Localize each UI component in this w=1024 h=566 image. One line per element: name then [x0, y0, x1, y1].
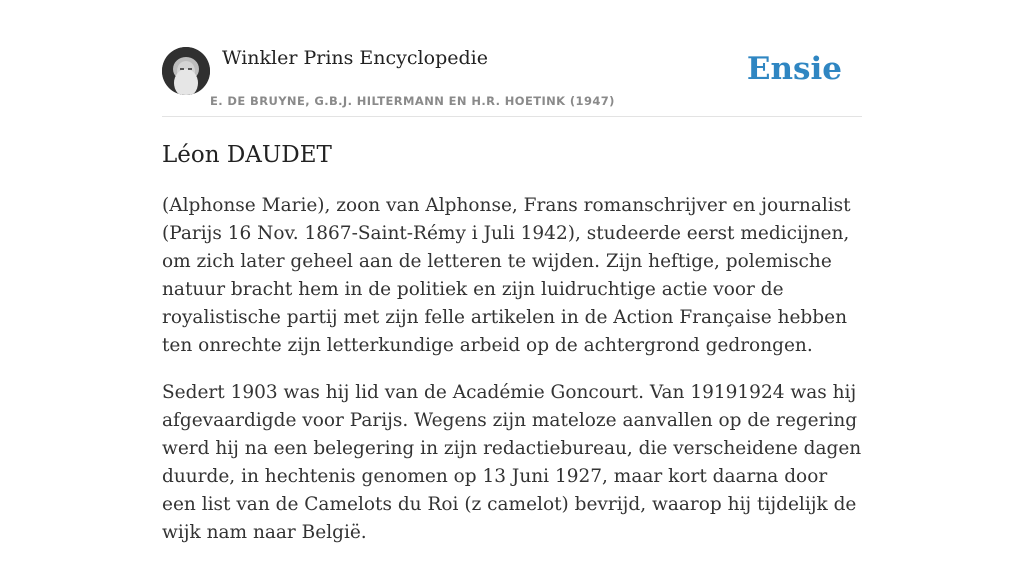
- article-body: [162, 192, 862, 566]
- author-portrait[interactable]: [162, 47, 210, 95]
- article-paragraph: Sedert 1903 was hij lid van de Académie Goncourt. Van 19191924 was hij afgevaardigde voor Parijs. Wegens zijn mateloze aanvallen op de regering werd hij na een belegering in zijn redactiebureau, die verscheidene dagen duurde, in hechtenis genomen op 13 Juni 1927, maar kort daarna door een list van de Camelots du Roi (z camelot) bevrijd, waarop hij tijdelijk de wijk nam naar België.: [162, 382, 862, 543]
- article-paragraph: (Alphonse Marie), zoon van Alphonse, Frans romanschrijver en journalist (Parijs 16 Nov. 1867-Saint-Rémy i Juli 1942), studeerde eerst medicijnen, om zich later geheel aan de letteren te wijden. Zijn heftige, polemische natuur bracht hem in de politiek en zijn luidruchtige actie voor de royalistische partij met zijn felle artikelen in de Action Française hebben ten onrechte zijn letterkundige arbeid op de achtergrond gedrongen.: [162, 195, 851, 356]
- article-title: Léon DAUDET: [162, 142, 332, 168]
- site-title[interactable]: Winkler Prins Encyclopedie: [222, 47, 488, 69]
- authors-line: E. DE BRUYNE, G.B.J. HILTERMANN EN H.R. HOETINK (1947): [210, 94, 615, 108]
- portrait-icon: [162, 47, 210, 95]
- ensie-logo[interactable]: Ensie: [746, 51, 842, 87]
- site-header: [162, 40, 862, 117]
